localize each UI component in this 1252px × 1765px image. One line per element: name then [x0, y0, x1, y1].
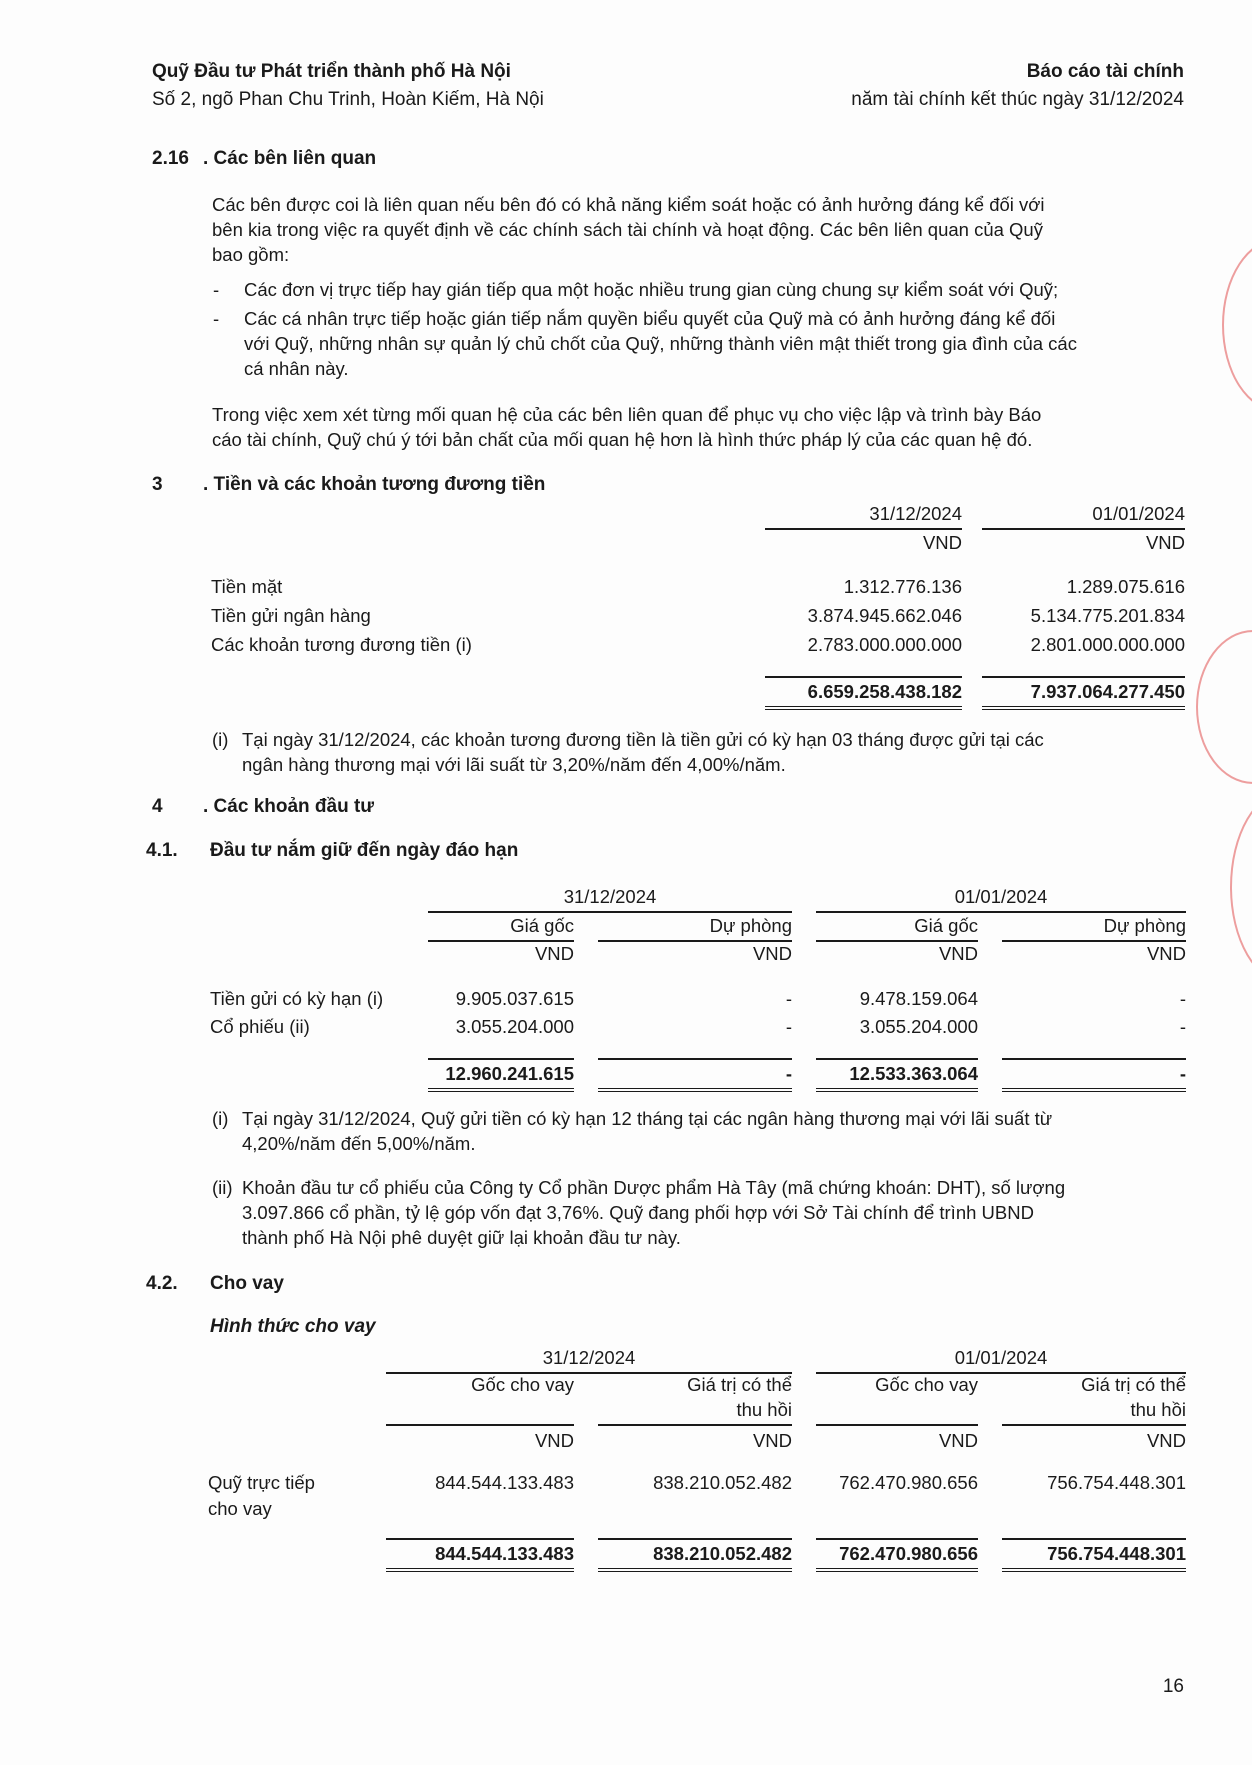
row-value: 838.210.052.482	[653, 1472, 792, 1493]
total-value: 12.960.241.615	[428, 1058, 574, 1092]
org-name: Quỹ Đầu tư Phát triển thành phố Hà Nội	[152, 61, 511, 82]
col-unit: VND	[752, 943, 792, 964]
col-group-date: 01/01/2024	[816, 1345, 1186, 1374]
col-unit: VND	[1146, 1430, 1186, 1451]
col-unit: VND	[752, 1430, 792, 1451]
bullet-dash: -	[213, 308, 220, 329]
row-value: -	[785, 1016, 792, 1037]
row-label: Tiền gửi ngân hàng	[211, 605, 371, 626]
note-text: 4,20%/năm đến 5,00%/năm.	[242, 1133, 476, 1154]
col-header-principal: Gốc cho vay	[471, 1374, 574, 1395]
red-seal-stamp	[1196, 630, 1252, 784]
row-value: 1.312.776.136	[843, 576, 962, 597]
total-value: 844.544.133.483	[386, 1538, 574, 1572]
note-text: thành phố Hà Nội phê duyệt giữ lại khoản đầu tư này.	[242, 1227, 681, 1248]
section-number-4-2: 4.2.	[146, 1273, 178, 1294]
bullet-text: Các đơn vị trực tiếp hay gián tiếp qua một hoặc nhiều trung gian cùng chung sự kiểm soát với Quỹ;	[244, 279, 1059, 300]
note-mark: (ii)	[212, 1177, 233, 1198]
report-period: năm tài chính kết thúc ngày 31/12/2024	[851, 89, 1184, 110]
col-unit: VND	[938, 1430, 978, 1451]
col-header-date: 31/12/2024	[765, 501, 962, 530]
row-value: 756.754.448.301	[1047, 1472, 1186, 1493]
row-value: 3.874.945.662.046	[807, 605, 962, 626]
total-value: 756.754.448.301	[1002, 1538, 1186, 1572]
header-rule	[816, 1424, 978, 1426]
org-address: Số 2, ngõ Phan Chu Trinh, Hoàn Kiếm, Hà Nội	[152, 89, 544, 110]
header-rule	[1002, 1424, 1186, 1426]
note-text: Khoản đầu tư cổ phiếu của Công ty Cổ phần Dược phẩm Hà Tây (mã chứng khoán: DHT), số lượng	[242, 1177, 1066, 1198]
col-unit: VND	[922, 532, 962, 553]
row-value: 9.905.037.615	[455, 988, 574, 1009]
row-label: cho vay	[208, 1498, 272, 1519]
row-value: -	[1179, 1016, 1186, 1037]
col-header-date: 01/01/2024	[982, 501, 1185, 530]
col-header-recoverable: thu hồi	[1130, 1399, 1186, 1420]
col-header-recoverable: Giá trị có thể	[687, 1374, 792, 1395]
row-value: 3.055.204.000	[859, 1016, 978, 1037]
total-value: 12.533.363.064	[816, 1058, 978, 1092]
col-unit: VND	[534, 1430, 574, 1451]
total-value: -	[1002, 1058, 1186, 1092]
note-text: ngân hàng thương mại với lãi suất từ 3,20%/năm đến 4,00%/năm.	[242, 754, 786, 775]
bullet-dash: -	[213, 279, 220, 300]
total-value: 7.937.064.277.450	[982, 676, 1185, 710]
row-value: 9.478.159.064	[859, 988, 978, 1009]
section-number-2-16: 2.16	[152, 148, 189, 169]
total-value: 6.659.258.438.182	[765, 676, 962, 710]
section-title-4-2: Cho vay	[210, 1273, 284, 1294]
section-number-4-1: 4.1.	[146, 840, 178, 861]
col-header-cost: Giá gốc	[816, 913, 978, 942]
bullet-text: với Quỹ, những nhân sự quản lý chủ chốt của Quỹ, những thành viên mật thiết trong gia đình của các	[244, 333, 1077, 354]
row-label: Cổ phiếu (ii)	[210, 1016, 310, 1037]
row-value: 2.801.000.000.000	[1030, 634, 1185, 655]
total-value: 838.210.052.482	[598, 1538, 792, 1572]
row-value: -	[785, 988, 792, 1009]
para-line: bên kia trong việc ra quyết định về các chính sách tài chính và hoạt động. Các bên liên quan của Quỹ	[212, 219, 1043, 240]
col-header-provision: Dự phòng	[598, 913, 792, 942]
note-text: 3.097.866 cổ phần, tỷ lệ góp vốn đạt 3,76%. Quỹ đang phối hợp với Sở Tài chính để trình UBND	[242, 1202, 1034, 1223]
section-title-4-1: Đầu tư nắm giữ đến ngày đáo hạn	[210, 840, 519, 861]
col-header-recoverable: thu hồi	[736, 1399, 792, 1420]
row-value: 2.783.000.000.000	[807, 634, 962, 655]
col-group-date: 31/12/2024	[386, 1345, 792, 1374]
page-number: 16	[1162, 1676, 1184, 1697]
section-title-4: . Các khoản đầu tư	[203, 796, 375, 817]
col-unit: VND	[938, 943, 978, 964]
row-value: -	[1179, 988, 1186, 1009]
row-value: 5.134.775.201.834	[1030, 605, 1185, 626]
row-value: 3.055.204.000	[455, 1016, 574, 1037]
subsection-title: Hình thức cho vay	[210, 1316, 376, 1337]
total-value: -	[598, 1058, 792, 1092]
col-header-principal: Gốc cho vay	[875, 1374, 978, 1395]
bullet-text: Các cá nhân trực tiếp hoặc gián tiếp nắm quyền biểu quyết của Quỹ mà có ảnh hưởng đáng kể đối	[244, 308, 1056, 329]
row-value: 844.544.133.483	[435, 1472, 574, 1493]
red-seal-stamp	[1222, 238, 1252, 412]
bullet-text: cá nhân này.	[244, 358, 349, 379]
row-label: Tiền mặt	[211, 576, 283, 597]
col-header-provision: Dự phòng	[1002, 913, 1186, 942]
para-line: bao gồm:	[212, 244, 290, 265]
note-mark: (i)	[212, 729, 229, 750]
row-value: 762.470.980.656	[839, 1472, 978, 1493]
note-text: Tại ngày 31/12/2024, các khoản tương đương tiền là tiền gửi có kỳ hạn 03 tháng được gửi tại các	[242, 729, 1044, 750]
col-header-cost: Giá gốc	[428, 913, 574, 942]
row-label: Các khoản tương đương tiền (i)	[211, 634, 472, 655]
col-group-date: 01/01/2024	[816, 884, 1186, 913]
para-line: Trong việc xem xét từng mối quan hệ của các bên liên quan để phục vụ cho việc lập và trình bày Báo	[212, 404, 1042, 425]
note-mark: (i)	[212, 1108, 229, 1129]
para-line: cáo tài chính, Quỹ chú ý tới bản chất của mối quan hệ hơn là hình thức pháp lý của các quan hệ đó.	[212, 429, 1033, 450]
section-number-4: 4	[152, 796, 163, 817]
section-number-3: 3	[152, 474, 163, 495]
total-value: 762.470.980.656	[816, 1538, 978, 1572]
header-rule	[598, 1424, 792, 1426]
header-rule	[386, 1424, 574, 1426]
section-title-2-16: . Các bên liên quan	[203, 148, 377, 169]
row-value: 1.289.075.616	[1066, 576, 1185, 597]
row-label: Tiền gửi có kỳ hạn (i)	[210, 988, 384, 1009]
row-label: Quỹ trực tiếp	[208, 1472, 315, 1493]
report-title: Báo cáo tài chính	[1026, 61, 1184, 82]
col-group-date: 31/12/2024	[428, 884, 792, 913]
col-unit: VND	[1145, 532, 1185, 553]
col-unit: VND	[534, 943, 574, 964]
red-seal-stamp	[1230, 790, 1252, 984]
col-unit: VND	[1146, 943, 1186, 964]
col-header-recoverable: Giá trị có thể	[1081, 1374, 1186, 1395]
section-title-3: . Tiền và các khoản tương đương tiền	[203, 474, 546, 495]
para-line: Các bên được coi là liên quan nếu bên đó có khả năng kiểm soát hoặc có ảnh hưởng đáng kể đối với	[212, 194, 1045, 215]
note-text: Tại ngày 31/12/2024, Quỹ gửi tiền có kỳ hạn 12 tháng tại các ngân hàng thương mại với lãi suất từ	[242, 1108, 1053, 1129]
